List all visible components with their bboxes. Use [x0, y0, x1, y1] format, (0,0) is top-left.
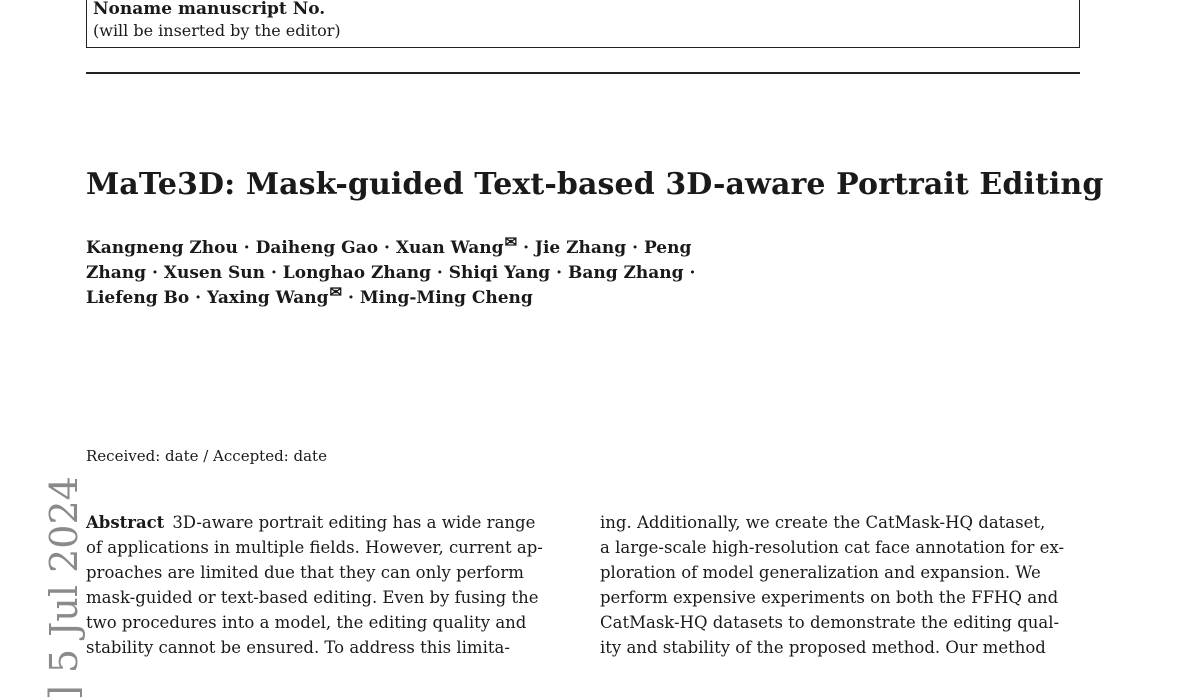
abstract-line: CatMask-HQ datasets to demonstrate the editing qual-: [600, 613, 1060, 632]
abstract-line: two procedures into a model, the editing quality and: [86, 613, 527, 632]
manuscript-number-label: Noname manuscript No.: [93, 0, 326, 19]
author-name: Xusen Sun: [163, 263, 266, 283]
abstract-line: perform expensive experiments on both the FFHQ and: [600, 588, 1059, 607]
envelope-icon: ✉: [329, 283, 343, 301]
author-line-3: [86, 283, 695, 311]
author-line-2: [86, 261, 695, 286]
author-name: Bang Zhang: [567, 263, 684, 283]
envelope-icon: ✉: [504, 233, 518, 251]
author-separator: ·: [556, 263, 563, 283]
manuscript-header-box: [86, 0, 1080, 48]
author-name: Yaxing Wang: [207, 288, 329, 308]
paper-title: MaTe3D: Mask-guided Text-based 3D-aware Portrait Editing: [86, 167, 1104, 202]
author-name: Zhang: [86, 263, 147, 283]
author-separator: ·: [243, 238, 250, 258]
author-name: Ming-Ming Cheng: [359, 288, 533, 308]
author-name: Daiheng Gao: [255, 238, 379, 258]
author-separator: ·: [195, 288, 202, 308]
abstract-line: a large-scale high-resolution cat face annotation for ex-: [600, 538, 1065, 557]
author-line-1: [86, 233, 695, 261]
author-separator: ·: [270, 263, 277, 283]
abstract-line: mask-guided or text-based editing. Even by fusing the: [86, 588, 539, 607]
author-name: Peng: [643, 238, 692, 258]
author-separator: ·: [523, 238, 529, 258]
abstract-line: ing. Additionally, we create the CatMask-HQ dataset,: [600, 513, 1046, 532]
author-name: Shiqi Yang: [448, 263, 551, 283]
abstract-line: of applications in multiple fields. However, current ap-: [86, 538, 543, 557]
abstract-line: stability cannot be ensured. To address this limita-: [86, 638, 510, 657]
abstract-line: proaches are limited due that they can only perform: [86, 563, 524, 582]
received-accepted-dates: Received: date / Accepted: date: [86, 447, 327, 465]
author-name: Xuan Wang: [395, 238, 504, 258]
author-separator: ·: [347, 288, 354, 308]
header-rule: [86, 72, 1080, 74]
abstract-line: ity and stability of the proposed method. Our method: [600, 638, 1046, 657]
editor-note: (will be inserted by the editor): [93, 21, 341, 40]
author-list: [86, 233, 696, 311]
author-separator: ·: [689, 263, 696, 283]
author-separator: ·: [632, 238, 639, 258]
abstract-heading: Abstract: [86, 513, 165, 532]
abstract-left-column: [86, 510, 566, 660]
abstract-right-column: [600, 510, 1080, 660]
abstract-line: ploration of model generalization and expansion. We: [600, 563, 1041, 582]
author-name: Longhao Zhang: [282, 263, 431, 283]
author-name: Kangneng Zhou: [86, 238, 238, 258]
abstract-text: 3D-aware portrait editing has a wide range: [172, 513, 536, 532]
author-separator: ·: [436, 263, 443, 283]
author-name: Jie Zhang: [534, 238, 627, 258]
arxiv-side-stamp: ] 5 Jul 2024: [42, 476, 86, 700]
author-separator: ·: [383, 238, 390, 258]
author-name: Liefeng Bo: [86, 288, 190, 308]
author-separator: ·: [151, 263, 158, 283]
abstract-line: [86, 510, 566, 535]
